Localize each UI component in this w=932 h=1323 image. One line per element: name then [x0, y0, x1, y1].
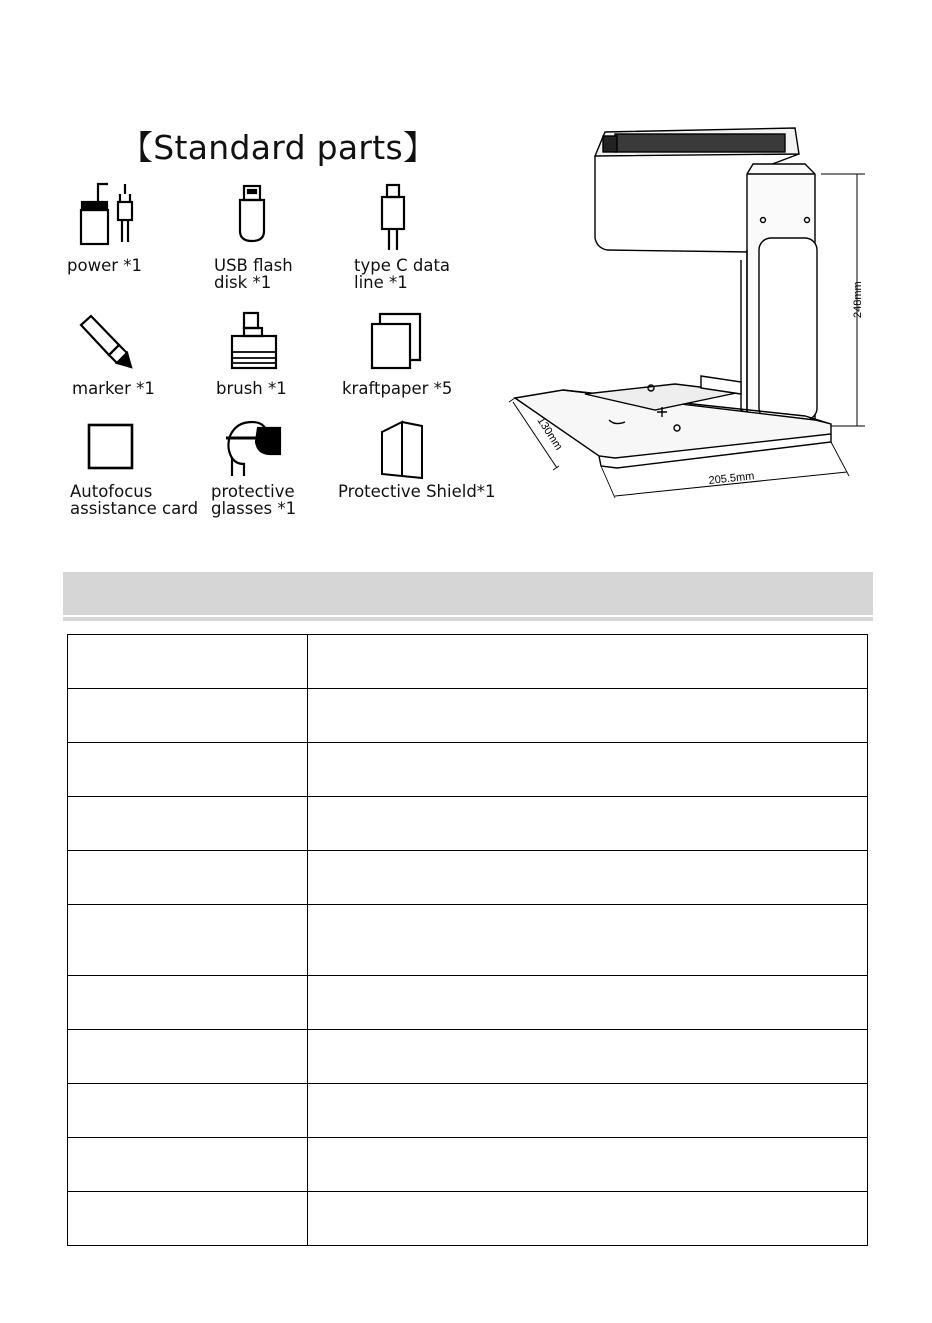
- part-label-protective-shield: Protective Shield*1: [338, 482, 496, 501]
- height-dimension-label: 248mm: [852, 281, 864, 318]
- table-row: [68, 635, 868, 689]
- table-cell: [308, 1030, 868, 1084]
- spec-section-divider: [63, 617, 873, 621]
- part-label-usb-c-cable: type C data line *1: [354, 256, 451, 292]
- table-cell: [68, 635, 308, 689]
- power-adapter-icon: [78, 180, 148, 246]
- table-cell: [308, 743, 868, 797]
- protective-shield-icon: [378, 418, 428, 480]
- table-row: [68, 1138, 868, 1192]
- laser-engraver-dimension-drawing: [505, 120, 885, 514]
- part-label-power: power *1: [67, 256, 142, 275]
- table-row: [68, 743, 868, 797]
- table-cell: [68, 797, 308, 851]
- table-cell: [308, 1192, 868, 1246]
- table-cell: [308, 797, 868, 851]
- table-row: [68, 689, 868, 743]
- autofocus-card-icon: [87, 423, 135, 471]
- table-cell: [68, 1192, 308, 1246]
- table-cell: [68, 976, 308, 1030]
- table-cell: [308, 976, 868, 1030]
- table-cell: [68, 905, 308, 976]
- table-cell: [308, 1138, 868, 1192]
- table-cell: [68, 743, 308, 797]
- table-cell: [308, 1084, 868, 1138]
- brush-icon: [228, 310, 280, 370]
- protective-glasses-icon: [222, 418, 286, 480]
- part-label-autofocus-card: Autofocus assistance card: [70, 482, 199, 518]
- spec-section-banner: [63, 572, 873, 615]
- table-cell: [68, 1030, 308, 1084]
- part-label-brush: brush *1: [216, 379, 287, 398]
- table-cell: [308, 635, 868, 689]
- part-label-marker: marker *1: [72, 379, 155, 398]
- table-row: [68, 797, 868, 851]
- part-label-usb-flash-disk: USB flash disk *1: [214, 256, 293, 292]
- width-dimension-label: 205.5mm: [708, 470, 755, 487]
- table-row: [68, 1030, 868, 1084]
- table-cell: [68, 1138, 308, 1192]
- spec-table: [67, 634, 868, 1246]
- depth-dimension-label: 130mm: [534, 415, 565, 453]
- part-label-protective-glasses: protective glasses *1: [211, 482, 297, 518]
- table-cell: [68, 851, 308, 905]
- table-row: [68, 976, 868, 1030]
- table-cell: [68, 689, 308, 743]
- part-label-kraft-paper: kraftpaper *5: [342, 379, 453, 398]
- table-row: [68, 851, 868, 905]
- usb-flash-disk-icon: [236, 183, 268, 245]
- table-row: [68, 1192, 868, 1246]
- table-cell: [308, 689, 868, 743]
- marker-icon: [75, 313, 137, 373]
- kraft-paper-icon: [368, 310, 426, 370]
- table-row: [68, 905, 868, 976]
- table-cell: [308, 851, 868, 905]
- table-cell: [68, 1084, 308, 1138]
- table-cell: [308, 905, 868, 976]
- standard-parts-title: 【Standard parts】: [120, 128, 437, 167]
- usb-c-cable-icon: [378, 182, 408, 252]
- table-row: [68, 1084, 868, 1138]
